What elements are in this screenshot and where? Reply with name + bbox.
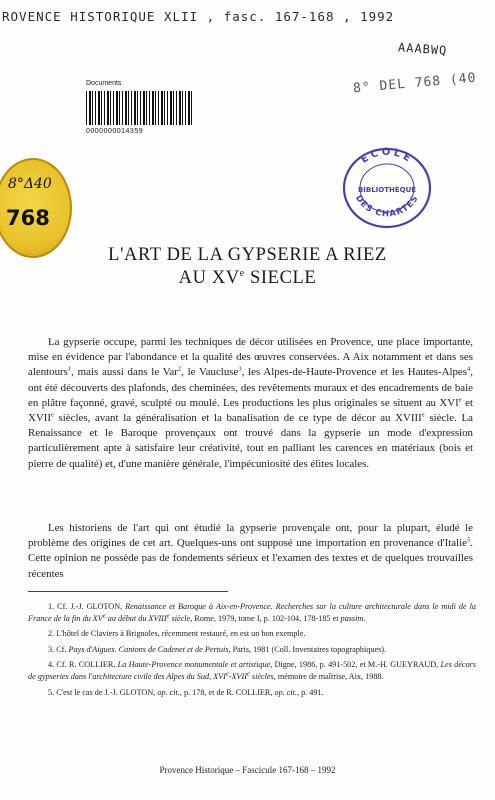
footnote-1: 1. Cf. J.-J. GLOTON, Renaissance et Baroque à Aix-en-Provence. Recherches sur la culture architecturale dans le midi de la France de la fin du XVe au début du XVIIIe siècle, Rome, 1979, tome I, p. 102-104, 178-185 et passim. [28,602,477,623]
handwritten-catalog-code: AAABWQ [397,40,448,58]
handwritten-shelf-mark: 8° DEL 768 (40 [352,70,477,97]
handwritten-journal-reference: ROVENCE HISTORIQUE XLII , fasc. 167-168 , 1992 [2,9,395,24]
stamp-text-middle: BIBLIOTHÈQUE [357,186,417,194]
stamp-text-top: ECOLE [359,146,415,166]
svg-text:DES CHARTES [353,193,421,219]
library-stamp [340,146,434,230]
article-title-line2 [0,268,495,289]
article-title-line1: L'ART DE LA GYPSERIE A RIEZ [108,245,387,265]
barcode-number: 0000000014359 [86,128,144,135]
svg-text:ECOLE [359,147,415,166]
paragraph-1: La gypserie occupe, parmi les techniques de décor utilisées en Provence, une place importante, mise en évidence par l'abondance et la qualité des œuvres conservées. A Aix notamment et dans ses alentours$^1$, mais aussi dans le Var$^2$, le Vaucluse$^3$, les Alpes-de-Haute-Provence et les Hautes-Alpes$^4$, ont été découverts des plafonds, des cheminées, des revêtements muraux et des encadrements de baie en plâtre façonné, gravé, sculpté ou moulé. Les productions les plus originales se situent au XVIe et XVIIe siècles, avant la généralisation et la banalisation de ce type de décor au XVIIIe siècle. La Renaissance et le Baroque provençaux ont trouvé dans la gypserie un mode d'expression particulièrement apte à satisfaire leur créativité, tout en palliant les carences en matériaux (bois et pierre de qualité) et, d'une manière générale, l'impécuniosité des élites locales. [28,336,473,470]
sticker-shelf-code: 8°Δ40 [8,176,52,192]
footnote-5: 5. C'est le cas de J.-J. GLOTON, op. cit., p. 178, et de R. COLLIER, op. cit., p. 491. [48,687,324,697]
footnote-separator [28,591,228,592]
title-century: AU XV [178,268,240,288]
footnote-2: 2. L'hôtel de Claviers à Brignoles, récemment restauré, en est un bon exemple. [48,629,306,639]
barcode-label: Documents [86,80,122,87]
title-end: SIECLE [244,268,317,288]
stamp-text-bottom: DES CHARTES [353,193,421,220]
page-footer: Provence Historique – Fascicule 167-168 – 1992 [159,765,336,775]
barcode [86,91,194,125]
footnote-4: 4. Cf. R. COLLIER, La Haute-Provence monumentale et artistique, Digne, 1986, p. 491-502, et M.-H. GUEYRAUD, Les décors de gypseries dans l'architecture civile des Alpes du Sud, XVIe-XVIIe siècles, mémoire de maîtrise, Aix, 1988. [28,660,476,681]
title-century-sup: e [239,267,245,279]
footnotes [28,601,476,702]
sticker-number: 768 [6,206,50,230]
paragraph-2: Les historiens de l'art qui ont étudié la gypserie provençale ont, pour la plupart, éludé le problème des origines de cet art. Quelques-uns ont supposé une importation en provenance d'Italie$^5$. Cette opinion ne possède pas de fondements sérieux et l'examen des textes et de quelques trouvailles récentes [28,522,473,580]
footnote-3: 3. Cf. Pays d'Aigues. Cantons de Cadenet et de Pertuis, Paris, 1981 (Coll. Inventaires topographiques). [48,644,387,654]
